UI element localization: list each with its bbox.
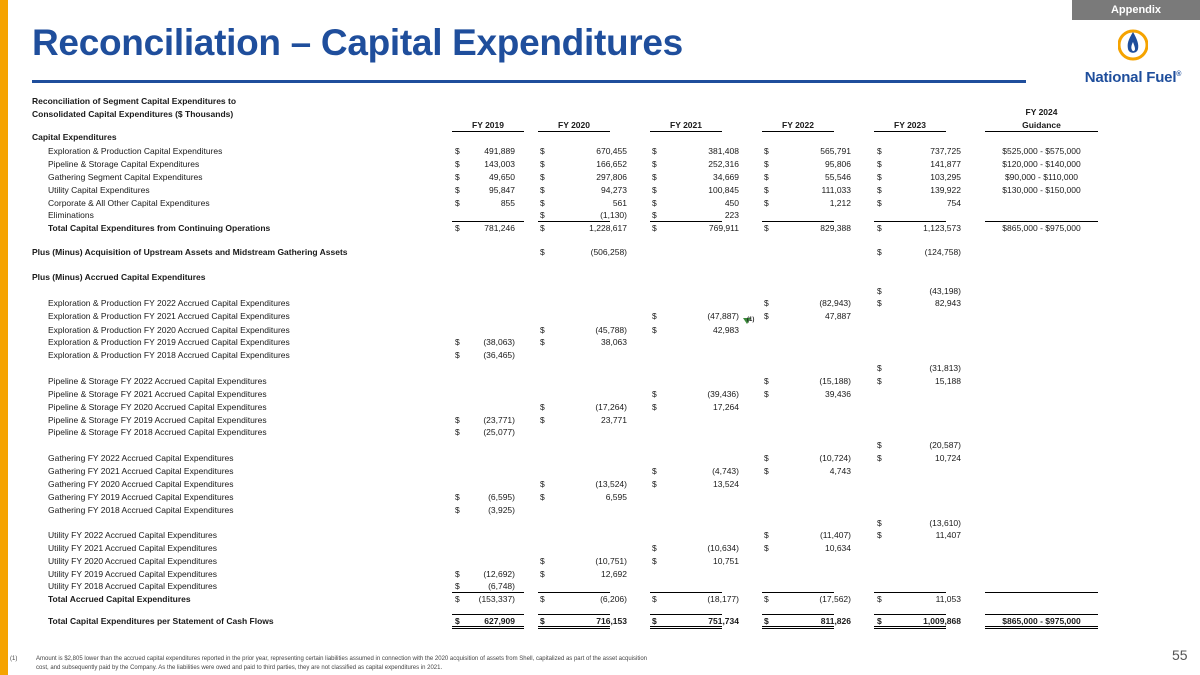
cell-value: 39,436: [825, 389, 851, 399]
cell-value: (124,758): [924, 247, 961, 257]
column-header-rule: [538, 131, 610, 132]
currency-symbol: $: [877, 198, 882, 208]
currency-symbol: $: [455, 581, 460, 591]
cell-value: (82,943): [819, 298, 851, 308]
column-header: FY 2019: [472, 120, 504, 130]
cell-value: (10,724): [819, 453, 851, 463]
currency-symbol: $: [652, 198, 657, 208]
cell-value: (1,130): [600, 210, 627, 220]
cell-value: 103,295: [930, 172, 961, 182]
currency-symbol: $: [764, 389, 769, 399]
row-label: Gathering Segment Capital Expenditures: [48, 172, 203, 182]
currency-symbol: $: [764, 146, 769, 156]
currency-symbol: $: [764, 453, 769, 463]
currency-symbol: $: [455, 505, 460, 515]
cell-value: (17,264): [595, 402, 627, 412]
row-label: Pipeline & Storage FY 2018 Accrued Capital Expenditures: [48, 427, 267, 437]
cell-value: 17,264: [713, 402, 739, 412]
row-label: Pipeline & Storage FY 2021 Accrued Capital Expenditures: [48, 389, 267, 399]
currency-symbol: $: [540, 616, 545, 626]
currency-symbol: $: [652, 594, 657, 604]
guidance-header-year: FY 2024: [1025, 107, 1058, 117]
cell-value: (31,813): [929, 363, 961, 373]
cell-value: (20,587): [929, 440, 961, 450]
cell-value: (13,524): [595, 479, 627, 489]
row-label: Pipeline & Storage Capital Expenditures: [48, 159, 200, 169]
row-label: Exploration & Production FY 2019 Accrued Capital Expenditures: [48, 337, 290, 347]
cell-value: 143,003: [484, 159, 515, 169]
currency-symbol: $: [764, 298, 769, 308]
column-header-rule: [874, 131, 946, 132]
subtotal-rule: [874, 221, 946, 222]
total-double-rule: [538, 626, 610, 629]
column-header: FY 2020: [558, 120, 590, 130]
total-rule-top: [452, 614, 524, 615]
subtotal-rule: [452, 221, 524, 222]
currency-symbol: $: [764, 616, 769, 626]
cell-value: 13,524: [713, 479, 739, 489]
currency-symbol: $: [652, 389, 657, 399]
currency-symbol: $: [540, 159, 545, 169]
cell-value: 751,734: [708, 616, 739, 626]
total-double-rule: [985, 626, 1098, 629]
currency-symbol: $: [540, 492, 545, 502]
cell-value: (506,258): [590, 247, 627, 257]
row-label: Gathering FY 2018 Accrued Capital Expenditures: [48, 505, 234, 515]
row-label: Utility Capital Expenditures: [48, 185, 150, 195]
cell-value: 11,053: [935, 594, 961, 604]
currency-symbol: $: [764, 185, 769, 195]
currency-symbol: $: [764, 198, 769, 208]
subtotal-rule: [538, 221, 610, 222]
row-label: Utility FY 2019 Accrued Capital Expenditures: [48, 569, 217, 579]
table-subtitle-line2: Consolidated Capital Expenditures ($ Thousands): [32, 109, 234, 119]
currency-symbol: $: [652, 311, 657, 321]
cell-value: 252,316: [708, 159, 739, 169]
currency-symbol: $: [652, 185, 657, 195]
currency-symbol: $: [764, 223, 769, 233]
cell-value: 1,123,573: [923, 223, 961, 233]
total-double-rule: [762, 626, 834, 629]
row-label: Exploration & Production FY 2020 Accrued Capital Expenditures: [48, 325, 290, 335]
currency-symbol: $: [652, 556, 657, 566]
currency-symbol: $: [540, 210, 545, 220]
cell-value: 38,063: [601, 337, 627, 347]
cell-value: (38,063): [483, 337, 515, 347]
cell-value: 4,743: [829, 466, 851, 476]
cell-value: (3,925): [488, 505, 515, 515]
cell-value: 769,911: [708, 223, 739, 233]
guidance-value: $120,000 - $140,000: [1002, 159, 1081, 169]
currency-symbol: $: [455, 350, 460, 360]
cell-value: (4,743): [712, 466, 739, 476]
cell-value: 6,595: [605, 492, 627, 502]
row-label: Exploration & Production Capital Expenditures: [48, 146, 223, 156]
currency-symbol: $: [540, 198, 545, 208]
currency-symbol: $: [455, 616, 460, 626]
currency-symbol: $: [877, 146, 882, 156]
currency-symbol: $: [540, 247, 545, 257]
currency-symbol: $: [764, 159, 769, 169]
currency-symbol: $: [652, 479, 657, 489]
cell-value: (12,692): [483, 569, 515, 579]
column-header: FY 2022: [782, 120, 814, 130]
column-header: FY 2023: [894, 120, 926, 130]
currency-symbol: $: [764, 543, 769, 553]
currency-symbol: $: [540, 479, 545, 489]
currency-symbol: $: [455, 415, 460, 425]
subtotal-rule: [538, 592, 610, 593]
row-label: Utility FY 2022 Accrued Capital Expenditures: [48, 530, 217, 540]
cell-value: 141,877: [930, 159, 961, 169]
cell-value: 381,408: [708, 146, 739, 156]
currency-symbol: $: [877, 530, 882, 540]
title-divider: [32, 80, 1026, 83]
currency-symbol: $: [540, 402, 545, 412]
guidance-value: $525,000 - $575,000: [1002, 146, 1081, 156]
cell-value: (153,337): [478, 594, 515, 604]
currency-symbol: $: [540, 337, 545, 347]
currency-symbol: $: [455, 185, 460, 195]
cell-value: 716,153: [596, 616, 627, 626]
row-label: Plus (Minus) Accrued Capital Expenditures: [32, 272, 206, 282]
footnote-ref: (1): [747, 317, 755, 323]
row-label: Total Capital Expenditures per Statement of Cash Flows: [48, 616, 274, 626]
currency-symbol: $: [877, 298, 882, 308]
currency-symbol: $: [455, 427, 460, 437]
cell-value: 565,791: [820, 146, 851, 156]
currency-symbol: $: [540, 415, 545, 425]
subtotal-rule: [762, 592, 834, 593]
currency-symbol: $: [877, 440, 882, 450]
page-title: Reconciliation – Capital Expenditures: [32, 22, 683, 63]
currency-symbol: $: [877, 159, 882, 169]
cell-value: (6,748): [488, 581, 515, 591]
row-label: Gathering FY 2021 Accrued Capital Expenditures: [48, 466, 234, 476]
currency-symbol: $: [877, 594, 882, 604]
cell-value: 811,826: [820, 616, 851, 626]
row-label: Capital Expenditures: [32, 132, 117, 142]
logo-wordmark: National Fuel®: [1084, 69, 1182, 86]
cell-value: 11,407: [935, 530, 961, 540]
currency-symbol: $: [652, 616, 657, 626]
currency-symbol: $: [652, 223, 657, 233]
currency-symbol: $: [652, 325, 657, 335]
row-label: Total Accrued Capital Expenditures: [48, 594, 191, 604]
currency-symbol: $: [455, 198, 460, 208]
cell-value: 100,845: [708, 185, 739, 195]
cell-value: 82,943: [935, 298, 961, 308]
row-label: Eliminations: [48, 210, 94, 220]
currency-symbol: $: [455, 159, 460, 169]
cell-value: (17,562): [819, 594, 851, 604]
cell-value: (36,465): [483, 350, 515, 360]
currency-symbol: $: [764, 172, 769, 182]
currency-symbol: $: [540, 223, 545, 233]
total-double-rule: [452, 626, 524, 629]
currency-symbol: $: [540, 325, 545, 335]
row-label: Total Capital Expenditures from Continuing Operations: [48, 223, 271, 233]
currency-symbol: $: [877, 247, 882, 257]
total-rule-top: [985, 614, 1098, 615]
cell-value: (45,788): [595, 325, 627, 335]
cell-value: 670,455: [596, 146, 627, 156]
subtotal-rule: [650, 592, 722, 593]
flame-icon: [1118, 26, 1148, 64]
currency-symbol: $: [877, 172, 882, 182]
currency-symbol: $: [540, 594, 545, 604]
currency-symbol: $: [877, 376, 882, 386]
currency-symbol: $: [877, 453, 882, 463]
cell-value: 95,806: [825, 159, 851, 169]
cell-value: 42,983: [713, 325, 739, 335]
footnote-mark: (1): [10, 656, 18, 662]
column-header: FY 2021: [670, 120, 702, 130]
currency-symbol: $: [540, 185, 545, 195]
currency-symbol: $: [455, 594, 460, 604]
row-label: Utility FY 2018 Accrued Capital Expenditures: [48, 581, 217, 591]
guidance-value: $865,000 - $975,000: [1002, 223, 1081, 233]
row-label: Gathering FY 2020 Accrued Capital Expenditures: [48, 479, 234, 489]
cell-value: (6,206): [600, 594, 627, 604]
cell-value: (11,407): [819, 530, 851, 540]
cell-value: 166,652: [596, 159, 627, 169]
cell-value: 781,246: [484, 223, 515, 233]
currency-symbol: $: [540, 172, 545, 182]
guidance-value: $130,000 - $150,000: [1002, 185, 1081, 195]
subtotal-rule: [985, 592, 1098, 593]
guidance-value: $865,000 - $975,000: [1002, 616, 1081, 626]
cell-value: 95,847: [489, 185, 515, 195]
guidance-header-label: Guidance: [1022, 120, 1061, 130]
column-header-rule: [762, 131, 834, 132]
page-number: 55: [1172, 647, 1188, 663]
row-label: Pipeline & Storage FY 2019 Accrued Capital Expenditures: [48, 415, 267, 425]
currency-symbol: $: [455, 492, 460, 502]
currency-symbol: $: [540, 569, 545, 579]
subtotal-rule: [650, 221, 722, 222]
currency-symbol: $: [764, 594, 769, 604]
row-label: Exploration & Production FY 2018 Accrued Capital Expenditures: [48, 350, 290, 360]
column-header-rule: [650, 131, 722, 132]
cell-value: (47,887): [707, 311, 739, 321]
cell-value: 1,212: [829, 198, 851, 208]
cell-value: 1,009,868: [923, 616, 961, 626]
subtotal-rule: [762, 221, 834, 222]
currency-symbol: $: [877, 286, 882, 296]
row-label: Utility FY 2020 Accrued Capital Expenditures: [48, 556, 217, 566]
total-rule-top: [874, 614, 946, 615]
cell-value: (39,436): [707, 389, 739, 399]
row-label: Exploration & Production FY 2022 Accrued Capital Expenditures: [48, 298, 290, 308]
guidance-header-rule: [985, 131, 1098, 132]
total-rule-top: [650, 614, 722, 615]
cell-value: 47,887: [825, 311, 851, 321]
cell-value: (25,077): [483, 427, 515, 437]
cell-value: (43,198): [929, 286, 961, 296]
row-label: Gathering FY 2022 Accrued Capital Expenditures: [48, 453, 234, 463]
cell-value: 12,692: [601, 569, 627, 579]
cell-value: (6,595): [488, 492, 515, 502]
subtotal-rule: [874, 592, 946, 593]
cell-value: 297,806: [596, 172, 627, 182]
accent-bar: [0, 0, 8, 675]
currency-symbol: $: [877, 518, 882, 528]
row-label: Pipeline & Storage FY 2020 Accrued Capital Expenditures: [48, 402, 267, 412]
currency-symbol: $: [652, 146, 657, 156]
cell-value: 94,273: [601, 185, 627, 195]
currency-symbol: $: [455, 223, 460, 233]
currency-symbol: $: [877, 616, 882, 626]
cell-value: 450: [724, 198, 739, 208]
column-header-rule: [452, 131, 524, 132]
row-label: Corporate & All Other Capital Expenditures: [48, 198, 210, 208]
currency-symbol: $: [652, 543, 657, 553]
currency-symbol: $: [764, 311, 769, 321]
cell-value: (18,177): [707, 594, 739, 604]
cell-value: 139,922: [930, 185, 961, 195]
row-label: Plus (Minus) Acquisition of Upstream Assets and Midstream Gathering Assets: [32, 247, 348, 257]
subtotal-rule: [985, 221, 1098, 222]
cell-value: (10,634): [707, 543, 739, 553]
currency-symbol: $: [540, 146, 545, 156]
cell-value: (13,610): [929, 518, 961, 528]
row-label: Pipeline & Storage FY 2022 Accrued Capital Expenditures: [48, 376, 267, 386]
currency-symbol: $: [764, 466, 769, 476]
currency-symbol: $: [540, 556, 545, 566]
total-double-rule: [874, 626, 946, 629]
currency-symbol: $: [652, 159, 657, 169]
cell-value: 754: [946, 198, 961, 208]
cell-value: 737,725: [930, 146, 961, 156]
cell-value: 223: [724, 210, 739, 220]
currency-symbol: $: [652, 210, 657, 220]
cell-value: 23,771: [601, 415, 627, 425]
appendix-tab: Appendix: [1072, 0, 1200, 20]
cell-value: 10,751: [713, 556, 739, 566]
currency-symbol: $: [764, 376, 769, 386]
currency-symbol: $: [455, 569, 460, 579]
currency-symbol: $: [652, 402, 657, 412]
cell-value: 111,033: [821, 185, 851, 195]
cell-value: 855: [500, 198, 515, 208]
currency-symbol: $: [764, 530, 769, 540]
footnote-text: Amount is $2,805 lower than the accrued capital expenditures reported in the prior year, representing certain liabilities assumed in connection with the 2020 acquisition of assets from Shell, capitalized as part of the asset acquisition cost, and subsequently paid by the Company. As the liabilities were owed and paid to third parties, they are not classified as capital expenditures in 2021.: [36, 656, 648, 671]
currency-symbol: $: [455, 146, 460, 156]
guidance-value: $90,000 - $110,000: [1004, 172, 1079, 182]
cell-value: 15,188: [935, 376, 961, 386]
currency-symbol: $: [877, 185, 882, 195]
total-rule-top: [538, 614, 610, 615]
total-double-rule: [650, 626, 722, 629]
currency-symbol: $: [877, 363, 882, 373]
cell-value: 10,724: [935, 453, 961, 463]
row-label: Gathering FY 2019 Accrued Capital Expenditures: [48, 492, 234, 502]
cell-value: 1,228,617: [589, 223, 627, 233]
cell-value: (23,771): [483, 415, 515, 425]
cell-value: (10,751): [595, 556, 627, 566]
company-logo: [1076, 26, 1190, 90]
cell-value: (15,188): [819, 376, 851, 386]
row-label: Exploration & Production FY 2021 Accrued Capital Expenditures: [48, 311, 290, 321]
currency-symbol: $: [652, 466, 657, 476]
currency-symbol: $: [455, 172, 460, 182]
currency-symbol: $: [877, 223, 882, 233]
total-rule-top: [762, 614, 834, 615]
currency-symbol: $: [652, 172, 657, 182]
subtotal-rule: [452, 592, 524, 593]
cell-value: 10,634: [825, 543, 851, 553]
cell-value: 627,909: [484, 616, 515, 626]
cell-value: 561: [612, 198, 627, 208]
cell-value: 491,889: [484, 146, 515, 156]
cell-value: 55,546: [825, 172, 851, 182]
cell-value: 829,388: [820, 223, 851, 233]
table-subtitle-line1: Reconciliation of Segment Capital Expenditures to: [32, 96, 237, 106]
currency-symbol: $: [455, 337, 460, 347]
cell-value: 34,669: [713, 172, 739, 182]
row-label: Utility FY 2021 Accrued Capital Expenditures: [48, 543, 217, 553]
cell-value: 49,650: [489, 172, 515, 182]
